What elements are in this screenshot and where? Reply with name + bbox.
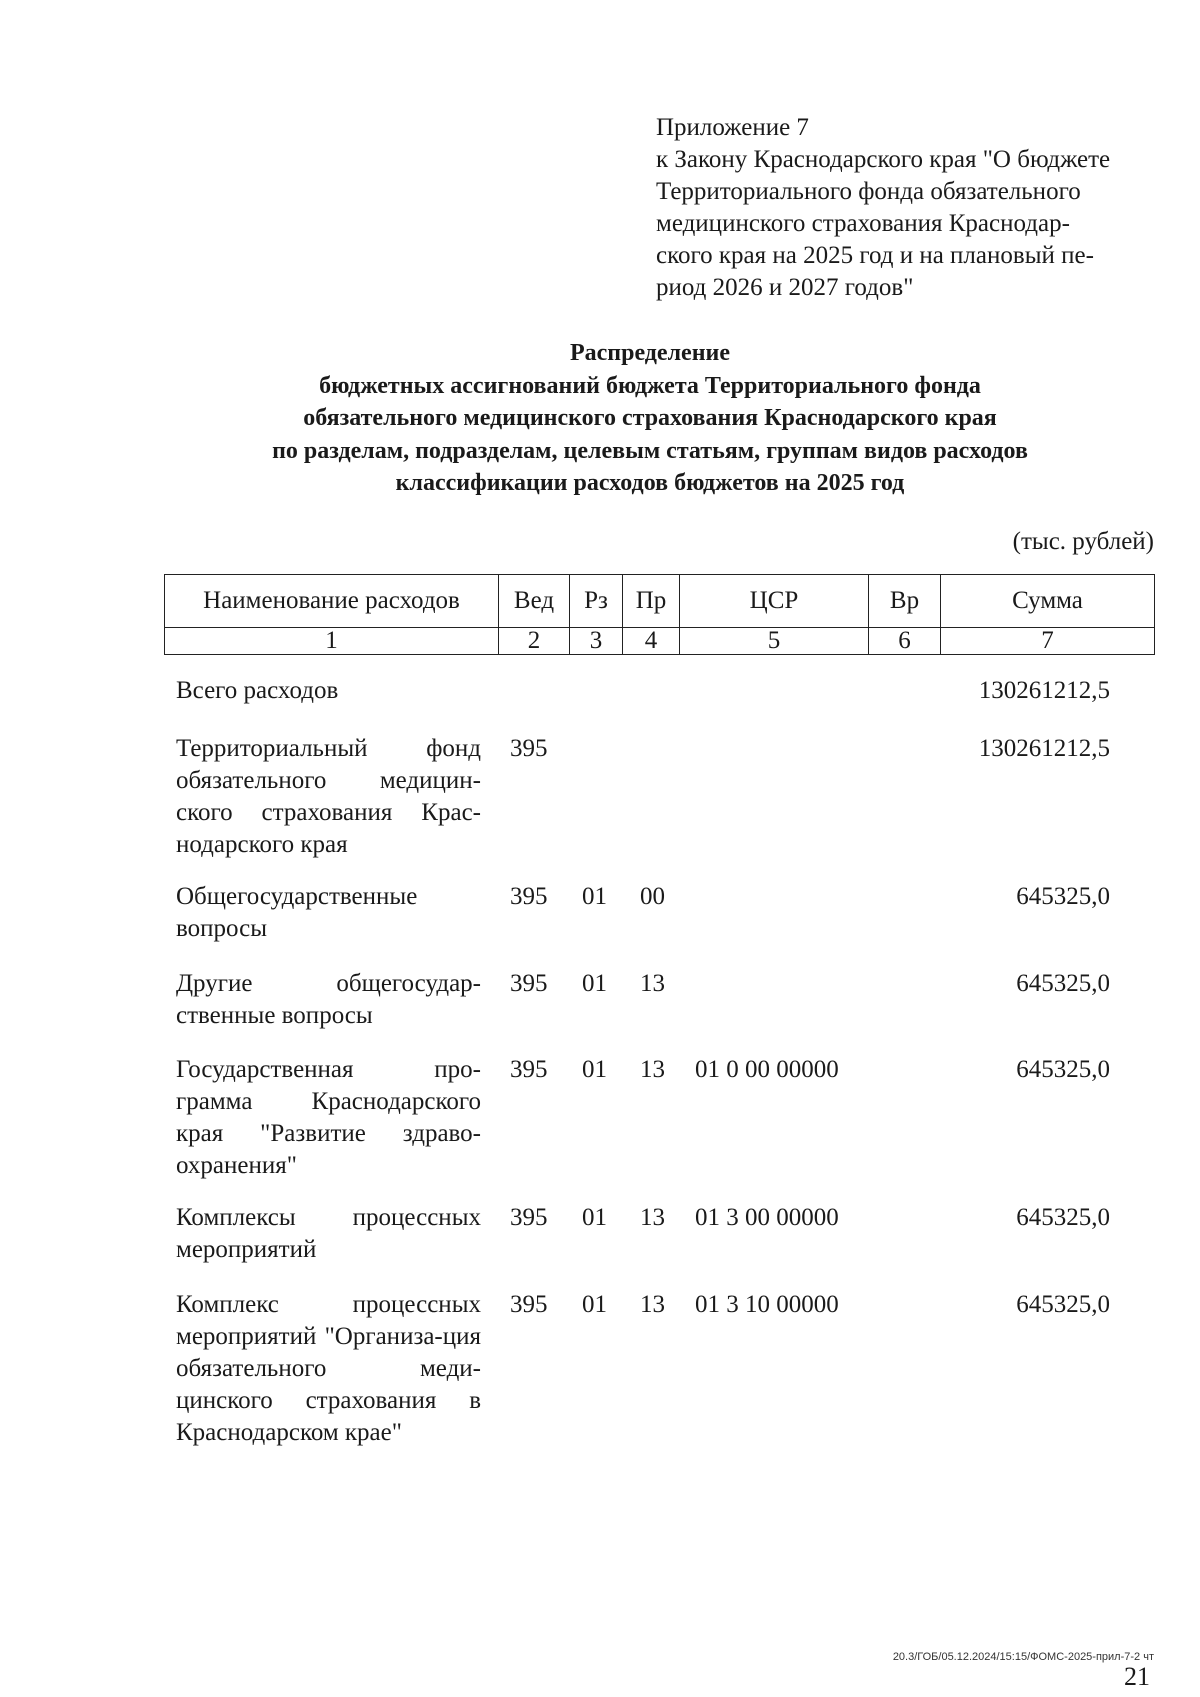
row-ved: 395 <box>510 883 548 910</box>
row-pr: 13 <box>640 1056 665 1083</box>
column-number: 3 <box>570 628 623 655</box>
appendix-line: медицинского страхования Краснодар- <box>656 210 1070 237</box>
table-header <box>164 574 1155 655</box>
row-ved: 395 <box>510 735 548 762</box>
row-rz: 01 <box>582 883 607 910</box>
title-line: бюджетных ассигнований бюджета Территориального фонда <box>319 372 981 399</box>
row-ved: 395 <box>510 1204 548 1231</box>
row-name: Комплексы процессных мероприятий <box>176 1204 481 1263</box>
appendix-line: риод 2026 и 2027 годов" <box>656 274 914 301</box>
row-csr: 01 0 00 00000 <box>695 1056 839 1083</box>
row-rz: 01 <box>582 970 607 997</box>
title-line: по разделам, подразделам, целевым статьям, группам видов расходов <box>272 437 1028 464</box>
row-name <box>176 733 481 861</box>
column-number: 4 <box>623 628 680 655</box>
header-sum: Сумма <box>941 575 1155 628</box>
row-rz: 01 <box>582 1056 607 1083</box>
row-csr: 01 3 10 00000 <box>695 1291 839 1318</box>
row-sum: 645325,0 <box>1016 1056 1110 1083</box>
row-pr: 13 <box>640 1291 665 1318</box>
row-sum: 645325,0 <box>1016 1204 1110 1231</box>
row-sum: 130261212,5 <box>978 677 1110 704</box>
appendix-note <box>656 112 1154 304</box>
appendix-line: Территориального фонда обязательного <box>656 178 1081 205</box>
title-line: обязательного медицинского страхования Краснодарского края <box>303 405 997 431</box>
row-csr: 01 3 00 00000 <box>695 1204 839 1231</box>
column-number: 6 <box>869 628 941 655</box>
appendix-line: ского края на 2025 год и на плановый пе- <box>656 242 1094 269</box>
column-number: 1 <box>165 628 499 655</box>
header-csr: ЦСР <box>680 575 869 628</box>
row-name: Комплекс процессных мероприятий "Организа-ция обязательного меди-цинского страхования в Краснодарском крае" <box>176 1291 481 1446</box>
page-number: 21 <box>1124 1662 1150 1691</box>
document-title <box>150 337 1150 500</box>
row-ved: 395 <box>510 970 548 997</box>
title-line: классификации расходов бюджетов на 2025 год <box>395 470 905 496</box>
row-ved: 395 <box>510 1056 548 1083</box>
row-sum: 130261212,5 <box>978 735 1110 762</box>
row-name: Общегосударственные вопросы <box>176 883 418 942</box>
row-rz: 01 <box>582 1291 607 1318</box>
row-ved: 395 <box>510 1291 548 1318</box>
row-name: Всего расходов <box>176 677 339 704</box>
header-vr: Вр <box>869 575 941 628</box>
row-pr: 00 <box>640 883 665 910</box>
column-number: 5 <box>680 628 869 655</box>
row-sum: 645325,0 <box>1016 1291 1110 1318</box>
appendix-line: к Закону Краснодарского края "О бюджете <box>656 146 1111 173</box>
row-pr: 13 <box>640 1204 665 1231</box>
header-pr: Пр <box>623 575 680 628</box>
row-name: Другие общегосудар-ственные вопросы <box>176 970 481 1029</box>
column-number: 7 <box>941 628 1155 655</box>
header-ved: Вед <box>499 575 570 628</box>
appendix-line: Приложение 7 <box>656 114 809 141</box>
header-rz: Рз <box>570 575 623 628</box>
row-name-text: Территориальный фонд обязательного медицин-ского страхования Крас-нодарского края <box>176 735 481 858</box>
units-label: (тыс. рублей) <box>1012 528 1154 555</box>
row-name: Государственная про-грамма Краснодарского края "Развитие здраво-охранения" <box>176 1056 481 1179</box>
header-name: Наименование расходов <box>165 575 499 628</box>
title-line: Распределение <box>569 340 731 366</box>
row-pr: 13 <box>640 970 665 997</box>
column-number: 2 <box>499 628 570 655</box>
row-sum: 645325,0 <box>1016 970 1110 997</box>
row-sum: 645325,0 <box>1016 883 1110 910</box>
row-rz: 01 <box>582 1204 607 1231</box>
footer-code: 20.3/ГОБ/05.12.2024/15:15/ФОМС-2025-прил-7-2 чт <box>892 1651 1154 1663</box>
